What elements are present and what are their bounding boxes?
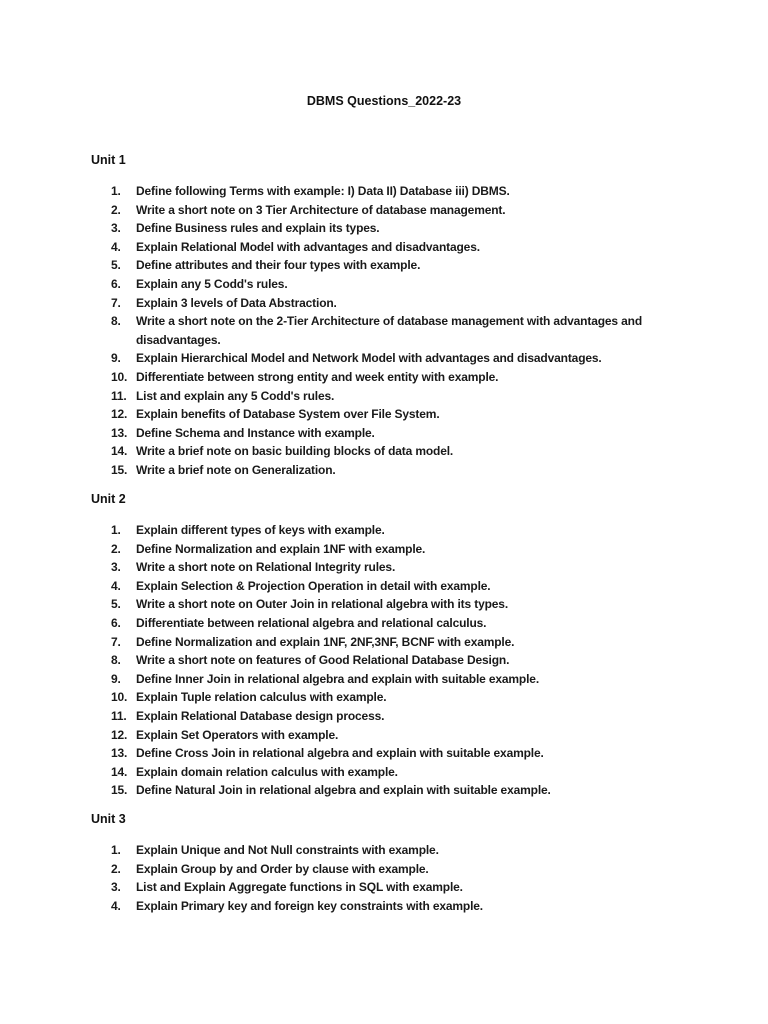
question-text: Write a brief note on basic building blocks of data model.	[136, 444, 454, 459]
question-item	[91, 651, 691, 670]
question-list	[91, 182, 691, 480]
question-item	[91, 442, 691, 461]
question-item	[91, 744, 691, 763]
question-text: Explain benefits of Database System over File System.	[136, 407, 440, 422]
question-item	[91, 781, 691, 800]
question-number: 2.	[111, 541, 121, 556]
question-number: 14.	[111, 444, 128, 459]
question-text: Write a short note on Outer Join in relational algebra with its types.	[136, 597, 509, 612]
question-text: Define Natural Join in relational algebra and explain with suitable example.	[136, 783, 551, 798]
question-number: 7.	[111, 295, 121, 310]
question-item	[91, 577, 691, 596]
question-text: Write a short note on Relational Integrity rules.	[136, 560, 396, 575]
question-number: 9.	[111, 351, 121, 366]
question-text: Explain Relational Database design process.	[136, 708, 385, 723]
unit-section-1	[91, 152, 691, 480]
question-item	[91, 614, 691, 633]
question-number: 11.	[111, 388, 127, 403]
question-item	[91, 201, 691, 220]
question-number: 1.	[111, 843, 121, 857]
question-item	[91, 256, 691, 275]
question-number: 15.	[111, 462, 128, 477]
question-text: Explain different types of keys with example.	[136, 523, 385, 537]
question-text: Write a short note on 3 Tier Architecture of database management.	[136, 202, 506, 217]
question-number: 15.	[111, 783, 128, 798]
question-item	[91, 707, 691, 726]
question-item	[91, 349, 691, 368]
question-number: 8.	[111, 653, 121, 668]
question-item	[91, 595, 691, 614]
question-text: Differentiate between strong entity and week entity with example.	[136, 369, 499, 384]
question-item	[91, 312, 691, 349]
question-number: 6.	[111, 615, 121, 630]
question-item	[91, 878, 691, 897]
question-list	[91, 841, 691, 915]
question-item	[91, 521, 691, 540]
question-item	[91, 405, 691, 424]
question-number: 3.	[111, 880, 121, 895]
question-item	[91, 860, 691, 879]
question-text: Define Schema and Instance with example.	[136, 425, 375, 440]
question-text: Explain Selection & Projection Operation in detail with example.	[136, 578, 491, 593]
question-item	[91, 461, 691, 480]
question-item	[91, 182, 691, 201]
question-item	[91, 633, 691, 652]
question-number: 4.	[111, 239, 121, 254]
question-item	[91, 540, 691, 559]
question-item	[91, 294, 691, 313]
question-item	[91, 763, 691, 782]
question-number: 12.	[111, 727, 128, 742]
question-text: List and Explain Aggregate functions in SQL with example.	[136, 880, 463, 895]
question-text: Explain domain relation calculus with example.	[136, 764, 398, 779]
question-number: 9.	[111, 671, 121, 686]
question-item	[91, 368, 691, 387]
question-text: Explain 3 levels of Data Abstraction.	[136, 295, 337, 310]
question-number: 13.	[111, 746, 128, 761]
question-number: 14.	[111, 764, 128, 779]
question-text: Explain Group by and Order by clause with example.	[136, 861, 429, 876]
question-text: List and explain any 5 Codd's rules.	[136, 388, 335, 403]
question-number: 5.	[111, 597, 121, 612]
question-number: 8.	[111, 314, 121, 329]
question-text: Differentiate between relational algebra and relational calculus.	[136, 615, 487, 630]
question-text: Write a brief note on Generalization.	[136, 462, 336, 477]
question-number: 2.	[111, 202, 121, 217]
question-text: Define attributes and their four types with example.	[136, 258, 421, 273]
question-item	[91, 558, 691, 577]
question-item	[91, 688, 691, 707]
question-item	[91, 670, 691, 689]
question-text: Explain Set Operators with example.	[136, 727, 339, 742]
question-text: Define Normalization and explain 1NF, 2NF,3NF, BCNF with example.	[136, 634, 515, 649]
question-number: 11.	[111, 708, 127, 723]
question-text: Define Normalization and explain 1NF with example.	[136, 541, 426, 556]
unit-heading: Unit 2	[91, 492, 126, 506]
question-text: Write a short note on features of Good Relational Database Design.	[136, 653, 510, 668]
question-text: Explain Tuple relation calculus with example.	[136, 690, 387, 705]
question-number: 12.	[111, 407, 128, 422]
unit-section-3	[91, 811, 691, 915]
question-text: Define Inner Join in relational algebra and explain with suitable example.	[136, 671, 540, 686]
question-item	[91, 387, 691, 406]
question-text: Define Business rules and explain its types.	[136, 221, 380, 236]
question-number: 4.	[111, 578, 121, 593]
question-text: Explain Hierarchical Model and Network Model with advantages and disadvantages.	[136, 351, 602, 366]
question-number: 3.	[111, 221, 121, 236]
question-number: 5.	[111, 258, 121, 273]
unit-heading: Unit 1	[91, 153, 126, 167]
question-text: Define Cross Join in relational algebra and explain with suitable example.	[136, 746, 544, 761]
question-item	[91, 726, 691, 745]
question-item	[91, 275, 691, 294]
question-text: Explain Unique and Not Null constraints with example.	[136, 843, 439, 857]
question-list	[91, 521, 691, 800]
question-number: 1.	[111, 523, 121, 537]
question-number: 6.	[111, 276, 121, 291]
document-title: DBMS Questions_2022-23	[306, 94, 462, 108]
question-number: 3.	[111, 560, 121, 575]
question-number: 1.	[111, 184, 121, 198]
question-item	[91, 238, 691, 257]
question-item	[91, 841, 691, 860]
question-number: 13.	[111, 425, 128, 440]
question-text: Explain Primary key and foreign key constraints with example.	[136, 898, 483, 913]
question-text: Define following Terms with example: I) Data II) Database iii) DBMS.	[136, 184, 510, 198]
question-number: 7.	[111, 634, 121, 649]
question-text: Explain Relational Model with advantages and disadvantages.	[136, 239, 480, 254]
question-text: Explain any 5 Codd's rules.	[136, 276, 288, 291]
question-item	[91, 424, 691, 443]
question-text: Write a short note on the 2-Tier Architecture of database management with advantages and disadvantages.	[136, 314, 643, 347]
question-item	[91, 219, 691, 238]
unit-heading: Unit 3	[91, 812, 126, 826]
question-item	[91, 897, 691, 916]
unit-section-2	[91, 491, 691, 800]
question-number: 10.	[111, 690, 128, 705]
question-number: 2.	[111, 861, 121, 876]
question-number: 10.	[111, 369, 128, 384]
question-number: 4.	[111, 898, 121, 913]
